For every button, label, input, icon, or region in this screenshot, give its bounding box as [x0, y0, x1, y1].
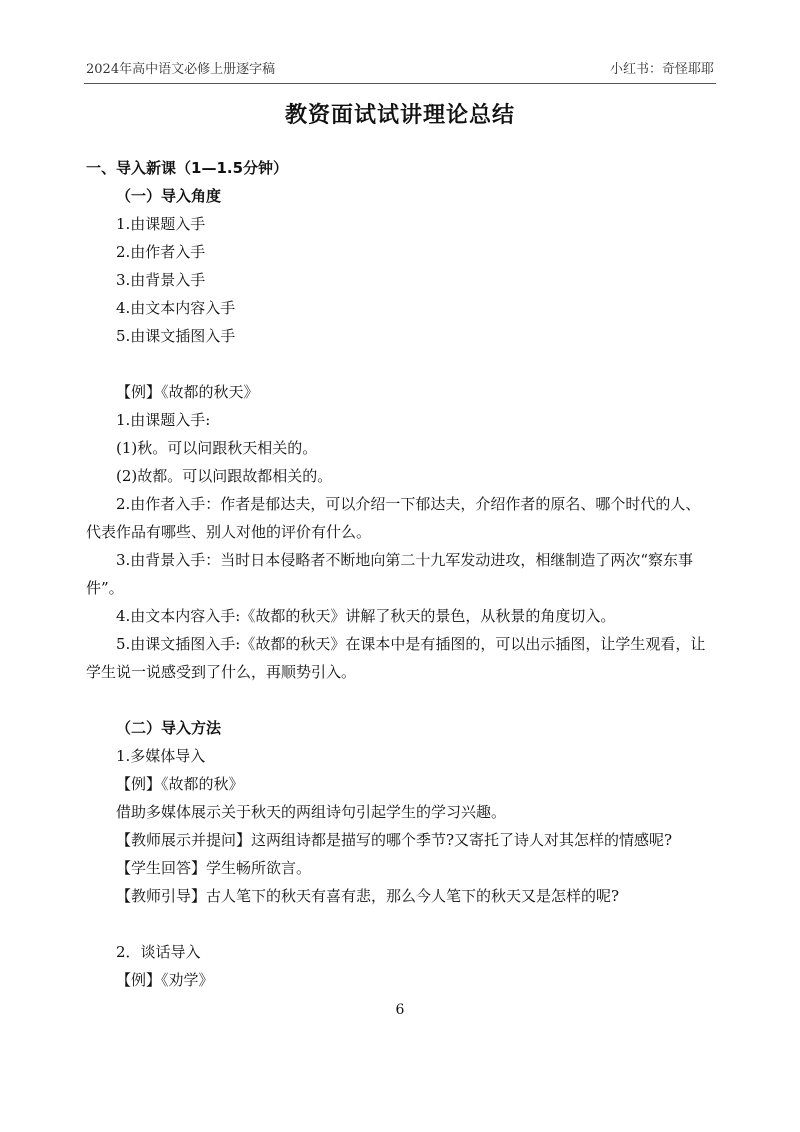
list-item: 5.由课文插图入手 — [116, 327, 236, 345]
list-item: 3.由背景入手 — [116, 271, 206, 289]
method-title: 1.多媒体导入 — [116, 747, 206, 765]
teacher-guide: 【教师引导】古人笔下的秋天有喜有悲，那么今人笔下的秋天又是怎样的呢? — [116, 887, 620, 905]
example-label: 【例】《故都的秋》 — [116, 775, 244, 793]
section-heading-import: 一、导入新课（1—1.5分钟） — [86, 159, 289, 177]
spacer — [86, 350, 714, 378]
example-line: 1.由课题入手: — [116, 411, 211, 429]
header-divider — [84, 83, 716, 84]
page-number: 6 — [395, 1002, 405, 1018]
list-item: 2.由作者入手 — [116, 243, 206, 261]
document-body — [86, 154, 714, 994]
list-item: 4.由文本内容入手 — [116, 299, 236, 317]
header-document-title: 2024年高中语文必修上册逐字稿 — [86, 62, 276, 77]
example-paragraph-illustration: 5.由课文插图入手:《故都的秋天》在课本中是有插图的，可以出示插图，让学生观看，让学生说一说感受到了什么，再顺势引入。 — [86, 635, 706, 681]
example-paragraph-text: 4.由文本内容入手:《故都的秋天》讲解了秋天的景色，从秋景的角度切入。 — [116, 607, 616, 625]
page-title: 教资面试试讲理论总结 — [284, 103, 515, 128]
example-label: 【例】《故都的秋天》 — [116, 383, 259, 401]
example-label: 【例】《劝学》 — [116, 971, 214, 989]
method-line: 借助多媒体展示关于秋天的两组诗句引起学生的学习兴趣。 — [116, 803, 507, 821]
method-title: 2．谈话导入 — [116, 943, 201, 961]
spacer — [86, 910, 714, 938]
example-line: (2)故都。可以问跟故都相关的。 — [116, 467, 333, 485]
example-paragraph-author: 2.由作者入手：作者是郁达夫，可以介绍一下郁达夫，介绍作者的原名、哪个时代的人、代表作品有哪些、别人对他的评价有什么。 — [86, 495, 701, 541]
spacer — [86, 686, 714, 714]
example-paragraph-background: 3.由背景入手：当时日本侵略者不断地向第二十九军发动进攻，相继制造了两次“察东事件”。 — [86, 551, 693, 597]
student-answer: 【学生回答】学生畅所欲言。 — [116, 859, 312, 877]
teacher-question: 【教师展示并提问】这两组诗都是描写的哪个季节?又寄托了诗人对其怎样的情感呢? — [116, 831, 673, 849]
subsection-heading-angles: （一）导入角度 — [116, 187, 222, 205]
header-author-tag: 小红书：奇怪耶耶 — [609, 62, 714, 77]
example-line: (1)秋。可以问跟秋天相关的。 — [116, 439, 318, 457]
list-item: 1.由课题入手 — [116, 215, 206, 233]
subsection-heading-methods: （二）导入方法 — [116, 719, 222, 737]
